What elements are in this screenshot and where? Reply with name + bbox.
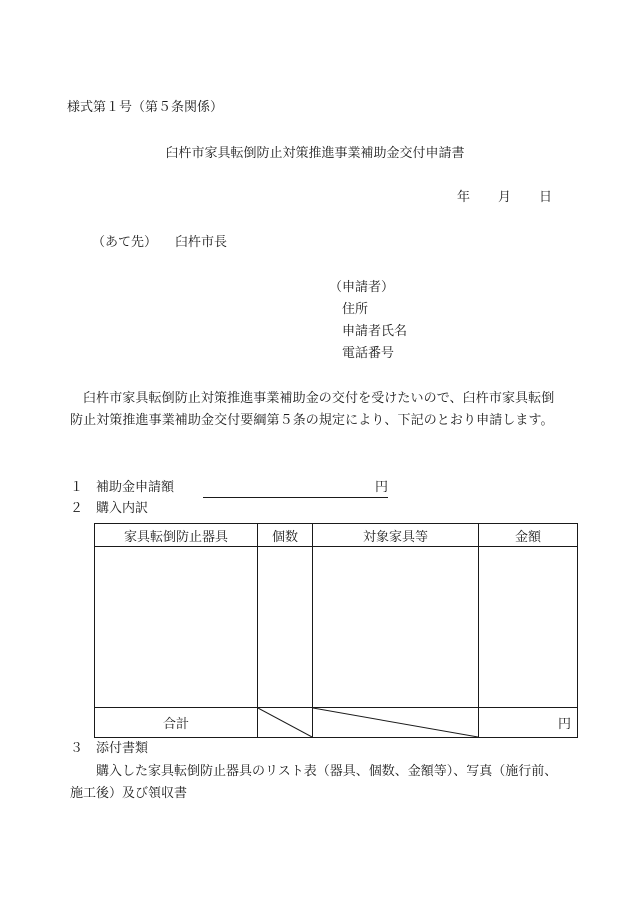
furniture-total-struck-cell	[313, 708, 479, 738]
header-target-furniture: 対象家具等	[313, 524, 479, 547]
applicant-name-label: 申請者氏名	[342, 324, 408, 339]
applicant-address-label: 住所	[342, 302, 369, 317]
header-amount: 金額	[479, 524, 578, 547]
body-paragraph: 臼杵市家具転倒防止対策推進事業補助金の交付を受けたいので、臼杵市家具転倒防止対策推進事業補助金交付要綱第５条の規定により、下記のとおり申請します。	[70, 391, 555, 428]
diagonal-strike-line	[258, 708, 312, 737]
header-device: 家具転倒防止器具	[95, 524, 258, 547]
table-total-row	[95, 708, 578, 738]
applicant-phone-label: 電話番号	[342, 346, 395, 361]
quantity-total-struck-cell	[258, 708, 313, 738]
quantity-cell	[258, 547, 313, 708]
subsidy-amount-unit: 円	[374, 480, 388, 495]
addressee-name: 臼杵市長	[175, 235, 228, 250]
item-2-number: ２	[70, 501, 84, 516]
form-number: 様式第１号（第５条関係）	[67, 100, 224, 115]
date-day-label: 日	[539, 190, 553, 205]
date-month-label: 月	[498, 190, 512, 205]
total-label-cell: 合計	[95, 708, 258, 738]
subsidy-amount-field	[203, 479, 388, 498]
device-cell	[95, 547, 258, 708]
table-body-row	[95, 547, 578, 708]
target-furniture-cell	[313, 547, 479, 708]
item-1-heading	[70, 479, 174, 497]
item-3-label: 添付書類	[96, 741, 149, 756]
table-header-row	[95, 524, 578, 547]
date-year-label: 年	[457, 190, 471, 205]
addressee	[92, 234, 227, 252]
total-amount-cell	[479, 708, 578, 738]
item-1-label: 補助金申請額	[96, 480, 175, 495]
item-2-heading	[70, 500, 148, 518]
attachment-description-line-1: 購入した家具転倒防止器具のリスト表（器具、個数、金額等）、写真（施行前、	[96, 764, 558, 779]
purchase-breakdown-table	[94, 523, 578, 738]
attachment-description-line-2: 施工後）及び領収書	[70, 786, 188, 801]
item-3-heading	[70, 740, 148, 758]
total-amount-unit: 円	[557, 717, 571, 732]
header-quantity: 個数	[258, 524, 313, 547]
applicant-heading: （申請者）	[329, 280, 395, 295]
addressee-prefix: （あて先）	[92, 235, 158, 250]
document-title: 臼杵市家具転倒防止対策推進事業補助金交付申請書	[165, 146, 465, 161]
diagonal-strike-line	[313, 708, 478, 737]
item-1-number: １	[70, 480, 84, 495]
item-2-label: 購入内訳	[96, 501, 149, 516]
item-3-number: ３	[70, 741, 84, 756]
amount-cell	[479, 547, 578, 708]
date-line	[457, 189, 552, 207]
